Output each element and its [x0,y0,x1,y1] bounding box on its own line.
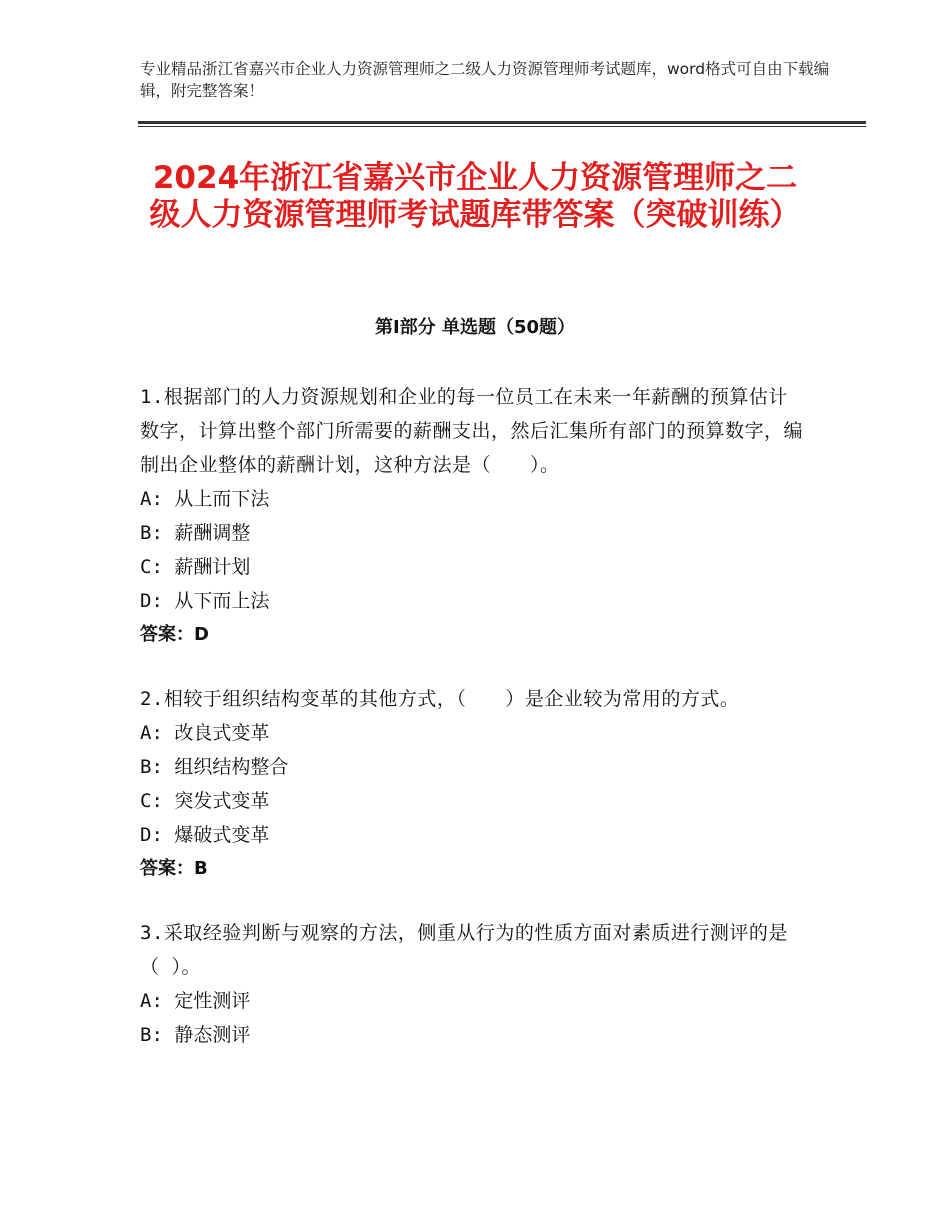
question-2 [140,682,806,886]
question-1 [140,380,806,652]
header-note: 专业精品浙江省嘉兴市企业人力资源管理师之二级人力资源管理师考试题库，word格式可自由下载编辑，附完整答案！ [140,60,830,100]
answer-label: 答案：D [140,624,209,645]
option-c: C: 突发式变革 [140,790,270,812]
option-d: D: 从下而上法 [140,590,270,612]
option-d: D: 爆破式变革 [140,824,270,846]
question-stem: 3.采取经验判断与观察的方法，侧重从行为的性质方面对素质进行测评的是（ ）。 [140,922,788,978]
header-divider-thick [138,121,866,124]
question-stem: 2.相较于组织结构变革的其他方式，（ ）是企业较为常用的方式。 [140,688,740,710]
option-a: A: 定性测评 [140,990,251,1012]
option-b: B: 组织结构整合 [140,756,289,778]
question-stem: 1.根据部门的人力资源规划和企业的每一位员工在未来一年薪酬的预算估计数字，计算出整个部门所需要的薪酬支出，然后汇集所有部门的预算数字，编制出企业整体的薪酬计划，这种方法是（ ）。 [140,386,804,476]
question-list [140,380,806,1082]
option-a: A: 改良式变革 [140,722,270,744]
question-3 [140,916,806,1052]
option-b: B: 薪酬调整 [140,522,251,544]
answer-label: 答案：B [140,858,208,879]
document-title: 2024年浙江省嘉兴市企业人力资源管理师之二级人力资源管理师考试题库带答案（突破训练） [149,160,801,233]
option-a: A: 从上而下法 [140,488,270,510]
section-heading: 第Ⅰ部分 单选题（50题） [374,317,575,338]
option-b: B: 静态测评 [140,1024,251,1046]
option-c: C: 薪酬计划 [140,556,251,578]
header-divider-thin [138,126,866,127]
